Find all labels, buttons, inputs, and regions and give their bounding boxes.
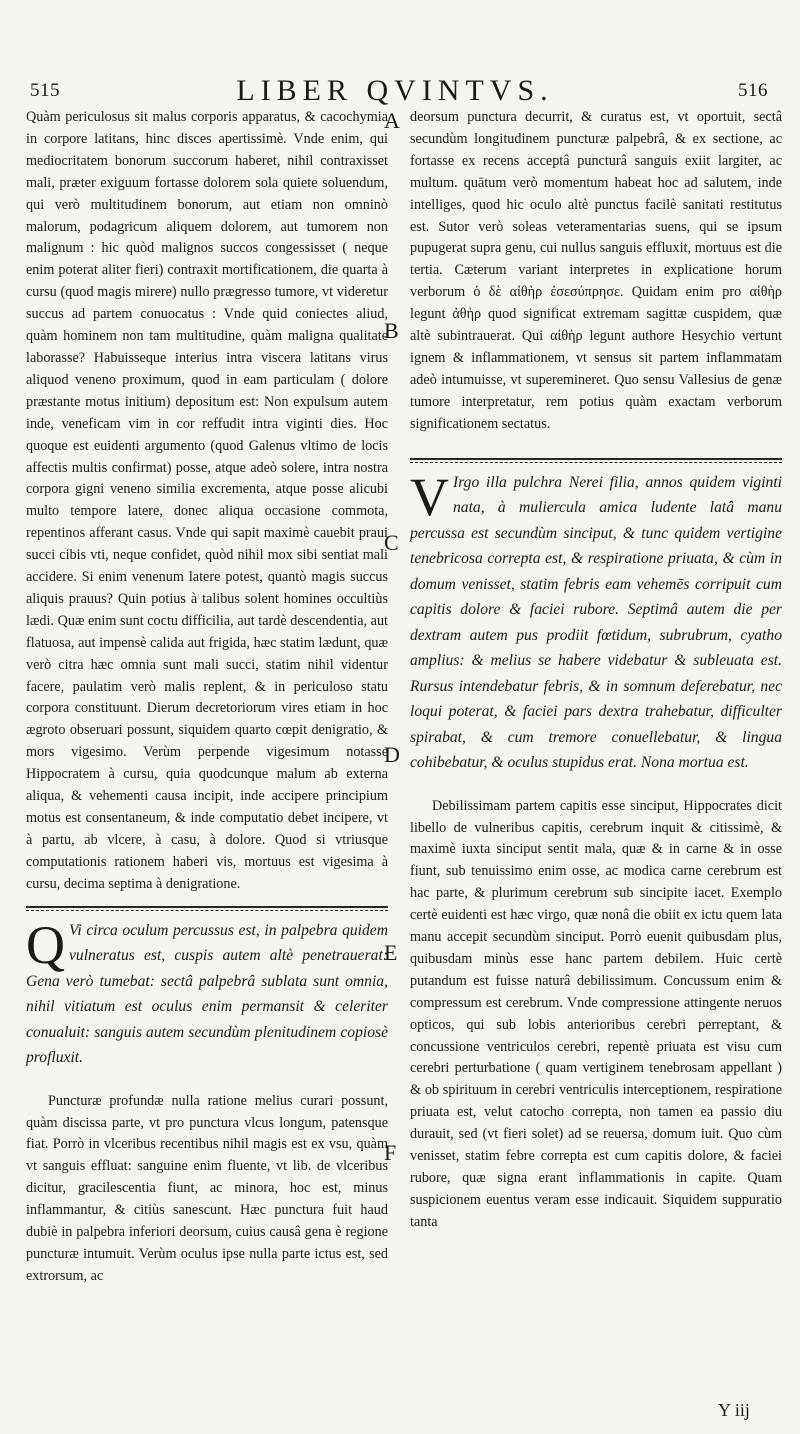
case-text: Vi circa oculum percussus est, in palpebra quidem vulneratus est, cuspis autem altè penetrauerat: Gena verò tumebat: sectâ palpebrâ sublata sunt omnia, nihil vitiatum est oculus enim permansit & celeriter conualuit: sanguis autem secundùm plenitudinem copiosè profluxit. — [26, 921, 388, 1067]
left-column — [26, 107, 388, 1288]
commentary-paragraph: Quàm periculosus sit malus corporis apparatus, & cacochymia in corpore latitans, hinc disces apertissimè. Vnde enim, qui mediocritatem bonorum succorum haberet, nihil contraxisset mali, præter exiguum fortasse dolorem sola quiete soluendum, qui verò multitudinem bonorum, aut etiam non omninò malorum, podagricum aliquem dolorem, aut tumorem non malignum : hic quòd malignos succos congessisset ( neque enim poterat aliter fieri) contraxit mortificationem, die quarta à cursu (quod magis mirere) nullo prægresso tumore, vt videretur succus ad partem conuocatus : Vnde quid coniectes aliud, quàm hominem non tam multitudine, quàm maligna qualitate laborasse? Habuisseque interius intra viscera latitans virus aliquod veneno proximum, quod in eam particulam ( dolore præstante motus initium) depositum est: Non expulsum autem inde, veneficam vim in cor reffudit intra viginti dies. Hoc quoque est euidenti argumento (quod Galenus vltimo de locis affectis multis confirmat) posse, atque adeò solere, intra nostra corpora gigni veneno similia excrementa, atque posse alicubi multo tempore latere, donec aliqua occasione commota, repentinos afferant casus. Vnde qui sapit maximè cauebit praui succi cibis vti, neque confidet, quòd nihil mox sibi sentiat mali accidere. Si enim venenum latere potest, quantò magis succus aliquis prauus? Quin potius à talibus solent homines occultiùs lædi. Quæ enim sunt coctu difficilia, aut tardè descendentia, aut flatuosa, aut impensè calida aut frigida, hæc statim lædunt, quæ verò citra hæc omnia sunt mali succi, statim nihil videntur facere, paulatim verò malis replent, & in periculoso statu corpora constituunt. Dierum decretoriorum vires etiam in hoc ægroto obseruari possunt, siquidem quarto cœpit denigratio, & mors vigesimo. Verùm perpende vigesimum notasse Hippocratem à cursu, quia quodcunque malum ab externa aliqua, & vehementi causa incipit, inde accipere principium motus est consentaneum, & inde computatio debet incipere, vt à partu, ab vlcere, à casu, à dolore. Quod si vtriusque computationis rationem haberi vis, mortuus est vigesima à cursu, decima septima à denigratione. — [26, 109, 388, 892]
commentary-paragraph: Debilissimam partem capitis esse sinciput, Hippocrates dicit libello de vulneribus capitis, cerebrum inquit & citissimè, & maximè iuxta sinciput sentit mala, quæ & in carne & in osse fiunt, sub tenuissimo enim osse, ac modica carne cerebrum est hac parte, & plurimum cerebrum sub sincipite iacet. Exemplo certè euidenti est hæc virgo, quæ nonâ die obiit ex ictu quem lata manu accepit secundùm sinciput. Porrò euenit quibusdam plus, quibusdam minùs esse hanc partem debilem. Huic certè putandum est fuisse naturâ debilissimum. Concussum enim & compressum est cerebrum. Vnde compressione attingente neruos opticos, qui sub lobis anterioribus cerebri perreptant, & concussione ventriculos cerebri, repentè priuata est visu cum cerebri perturbatione ( quam vertiginem tenebrosam appellant ) & ob spirituum in cerebri ventriculis interceptionem, respiratione priuata est, velut catocho correpta, non tamen ea passio diu durauit, sed (vt fieri solet) ad se reuersa, domum iuit. Quo cùm venisset, statim febre correpta est cum capitis dolore, & faciei rubore, quæ signa erant inflammationis in capite. Quam suspicionem euentus veram esse indicauit. Siquidem suppuratio tanta — [410, 797, 782, 1230]
case-history — [26, 914, 388, 1071]
margin-letter-b: B — [384, 318, 399, 343]
running-title: LIBER QVINTVS. — [236, 74, 554, 107]
drop-cap: Q — [26, 914, 65, 975]
running-header — [0, 74, 800, 108]
case-history — [410, 466, 782, 776]
section-divider — [26, 906, 388, 908]
section-divider — [410, 458, 782, 460]
left-page-number: 515 — [30, 80, 60, 101]
commentary-paragraph: deorsum punctura decurrit, & curatus est, vt oportuit, sectâ secundùm longitudinem puncturæ palpebrâ, & ex sectione, ac fortasse ex recens acceptâ puncturâ sanguis exiit largiter, ac multum. quātum verò momentum habeat hoc ad salutem, inde intelliges, quod hic oculo altè punctus facilè sanitati restitutus est. Sutor verò soleas veteramentarias suens, qui se ipsum pupugerat supra genu, cui nullus sanguis effluxit, mortuus est die tertia. Cæterum variant interpretes in explicatione horum verborum ὁ δὲ αἰθὴρ ἐσεσύπρησε. Quidam enim pro αἰθὴρ legunt ἀθὴρ quod significat extremam sagittæ cuspidem, quæ altè subintrauerat. Qui αἰθὴρ legunt authore Hesychio vertunt ignem & inflammationem, vt sensus sit partem inflammatam adeò intumuisse, vt superemineret. Quo sensu Vallesius de genæ tumore interpretatur, rem potius quàm exactam verborum significationem sectatus. — [410, 109, 782, 432]
margin-letter-e: E — [384, 940, 398, 965]
right-column — [410, 107, 782, 1234]
margin-letter-d: D — [384, 742, 400, 767]
margin-letter-a: A — [384, 108, 400, 133]
commentary-paragraph: Puncturæ profundæ nulla ratione melius curari possunt, quàm discissa parte, vt pro punctura vlcus longum, patensque fiat. Porrò in vlceribus recentibus nihil magis est ex vsu, quàm vt sanguis effluat: sanguine enim fluente, vt lib. de vlceribus dicitur, gracilescentia fiunt, ac minora, hoc est, minus inflammantur, & citiùs sanescunt. Hæc punctura fuit haud dubiè in palpebra inferiori deorsum, cuius causâ gena è regione puncturæ intumuit. Verùm oculus ipse nulla parte ictus est, sed extrorsum, ac — [26, 1092, 388, 1284]
drop-cap: V — [410, 466, 449, 527]
right-page-number: 516 — [738, 80, 768, 101]
signature-mark: Y iij — [718, 1400, 750, 1420]
case-text: Irgo illa pulchra Nerei filia, annos quidem viginti nata, à muliercula amica ludente latâ manu percussa est secundùm sinciput, & tunc quidem vertigine tenebricosa correpta est, & respiratione priuata, & cùm in domum venisset, statim febris eam vehemēs corripuit cum capitis dolore & faciei rubore. Septimâ autem die per dextram autem pus prodiit fœtidum, subrubrum, cyatho amplius: & melius se habere videbatur & subleuata est. Rursus intendebatur febris, & in somnum deferebatur, nec loqui poterat, & faciei pars dextra trahebatur, difficulter spirabat, & cum tremore conuellebatur, & lingua cohibebatur, & oculus stupidus erat. Nona mortua est. — [410, 473, 782, 772]
margin-letter-c: C — [384, 530, 399, 555]
margin-letter-f: F — [384, 1140, 397, 1165]
